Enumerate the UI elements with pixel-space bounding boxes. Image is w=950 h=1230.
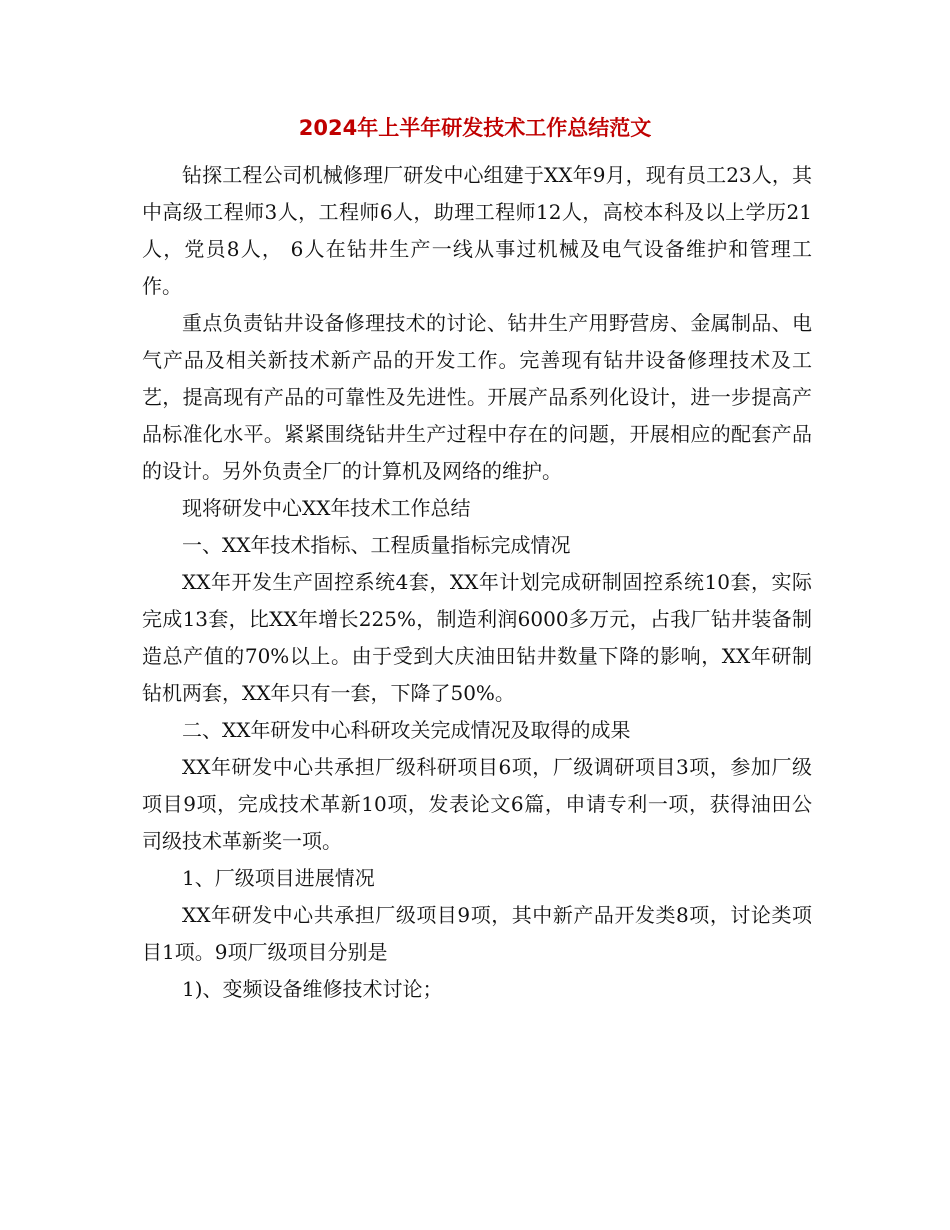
paragraph-project-progress: XX年研发中心共承担厂级项目9项，其中新产品开发类8项，讨论类项目1项。9项厂级项目分别是 (142, 903, 812, 964)
document-title: 2024年上半年研发技术工作总结范文 (298, 116, 652, 140)
list-item-1: 1)、变频设备维修技术讨论； (182, 977, 443, 1001)
section-heading-2: 二、XX年研发中心科研攻关完成情况及取得的成果 (182, 718, 631, 742)
document-body (142, 157, 812, 1008)
paragraph-research-results: XX年研发中心共承担厂级科研项目6项，厂级调研项目3项，参加厂级项目9项，完成技术革新10项，发表论文6篇，申请专利一项，获得油田公司级技术革新奖一项。 (142, 755, 812, 853)
paragraph-staff-overview: 钻探工程公司机械修理厂研发中心组建于XX年9月，现有员工23人，其中高级工程师3人，工程师6人，助理工程师12人，高校本科及以上学历21人，党员8人， 6人在钻井生产一线从事过机械及电气设备维护和管理工作。 (142, 163, 812, 298)
paragraph-responsibilities: 重点负责钻井设备修理技术的讨论、钻井生产用野营房、金属制品、电气产品及相关新技术新产品的开发工作。完善现有钻井设备修理技术及工艺，提高现有产品的可靠性及先进性。开展产品系列化设计，进一步提高产品标准化水平。紧紧围绕钻井生产过程中存在的问题，开展相应的配套产品的设计。另外负责全厂的计算机及网络的维护。 (142, 311, 812, 483)
paragraph-indicators: XX年开发生产固控系统4套，XX年计划完成研制固控系统10套，实际完成13套，比XX年增长225%，制造利润6000多万元，占我厂钻井装备制造总产值的70%以上。由于受到大庆油田钻井数量下降的影响，XX年研制钻机两套，XX年只有一套，下降了50%。 (142, 570, 812, 705)
subsection-heading-1: 1、厂级项目进展情况 (182, 866, 375, 890)
paragraph-summary-intro: 现将研发中心XX年技术工作总结 (182, 496, 471, 520)
section-heading-1: 一、XX年技术指标、工程质量指标完成情况 (182, 533, 571, 557)
